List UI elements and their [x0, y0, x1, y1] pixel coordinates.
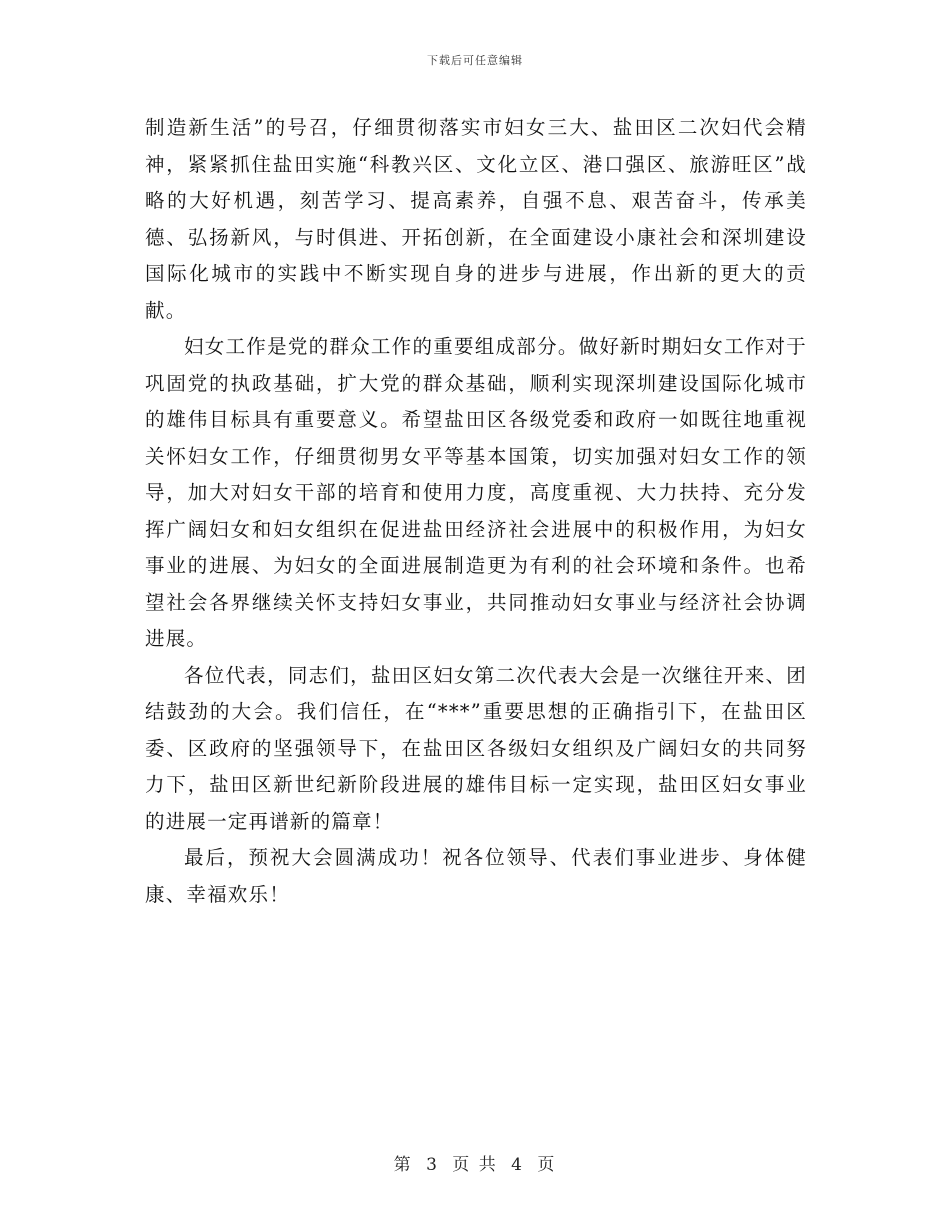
footer-suffix: 页	[537, 1155, 557, 1175]
page-footer	[0, 1150, 950, 1175]
paragraph-1: 制造新生活”的号召，仔细贯彻落实市妇女三大、盐田区二次妇代会精神，紧紧抓住盐田实施“科教兴区、文化立区、港口强区、旅游旺区”战略的大好机遇，刻苦学习、提高素养，自强不息、艰苦奋斗，传承美德、弘扬新风，与时俱进、开拓创新，在全面建设小康社会和深圳建设国际化城市的实践中不断实现自身的进步与进展，作出新的更大的贡献。	[145, 116, 807, 322]
paragraph-4: 最后，预祝大会圆满成功！祝各位领导、代表们事业进步、身体健康、幸福欢乐！	[145, 846, 807, 906]
footer-middle: 页 共	[452, 1155, 498, 1175]
document-body	[145, 110, 807, 913]
paragraph-3: 各位代表，同志们，盐田区妇女第二次代表大会是一次继往开来、团结鼓劲的大会。我们信任，在“***”重要思想的正确指引下，在盐田区委、区政府的坚强领导下，在盐田区各级妇女组织及广阔妇女的共同努力下，盐田区新世纪新阶段进展的雄伟目标一定实现，盐田区妇女事业的进展一定再谱新的篇章！	[145, 663, 807, 833]
page-header: 下载后可任意编辑	[427, 54, 523, 67]
footer-total-pages: 4	[511, 1155, 524, 1175]
paragraph-2: 妇女工作是党的群众工作的重要组成部分。做好新时期妇女工作对于巩固党的执政基础，扩大党的群众基础，顺利实现深圳建设国际化城市的雄伟目标具有重要意义。希望盐田区各级党委和政府一如既往地重视关怀妇女工作，仔细贯彻男女平等基本国策，切实加强对妇女工作的领导，加大对妇女干部的培育和使用力度，高度重视、大力扶持、充分发挥广阔妇女和妇女组织在促进盐田经济社会进展中的积极作用，为妇女事业的进展、为妇女的全面进展制造更为有利的社会环境和条件。也希望社会各界继续关怀支持妇女事业，共同推动妇女事业与经济社会协调进展。	[145, 335, 807, 650]
footer-page-number: 3	[426, 1155, 439, 1175]
footer-prefix: 第	[393, 1155, 413, 1175]
